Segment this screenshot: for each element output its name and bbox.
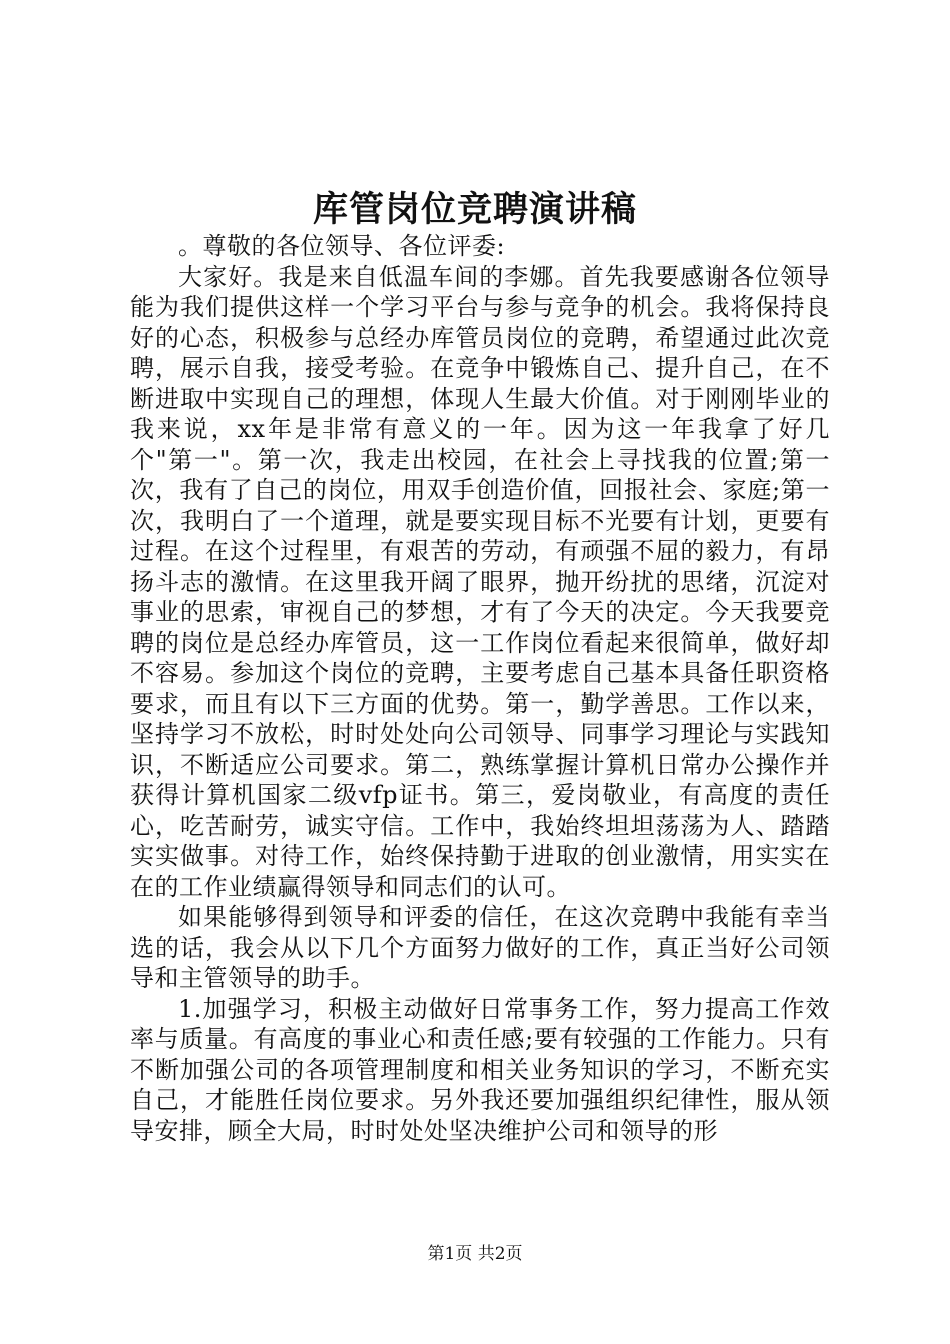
document-title: 库管岗位竞聘演讲稿 xyxy=(312,189,637,230)
body-paragraph: 如果能够得到领导和评委的信任，在这次竞聘中我能有幸当选的话，我会从以下几个方面努力做好的工作，真正当好公司领导和主管领导的助手。 xyxy=(130,903,830,992)
salutation-paragraph: 。尊敬的各位领导、各位评委: xyxy=(178,232,506,260)
body-paragraph: 1.加强学习，积极主动做好日常事务工作，努力提高工作效率与质量。有高度的事业心和责任感;要有较强的工作能力。只有不断加强公司的各项管理制度和相关业务知识的学习，不断充实自己，才能胜任岗位要求。另外我还要加强组织纪律性，服从领导安排，顾全大局，时时处处坚决维护公司和领导的形 xyxy=(130,994,830,1145)
body-paragraph: 大家好。我是来自低温车间的李娜。首先我要感谢各位领导能为我们提供这样一个学习平台与参与竞争的机会。我将保持良好的心态，积极参与总经办库管员岗位的竞聘，希望通过此次竞聘，展示自我，接受考验。在竞争中锻炼自己、提升自己，在不断进取中实现自己的理想，体现人生最大价值。对于刚刚毕业的我来说，xx年是非常有意义的一年。因为这一年我拿了好几个"第一"。第一次，我走出校园，在社会上寻找我的位置;第一次，我有了自己的岗位，用双手创造价值，回报社会、家庭;第一次，我明白了一个道理，就是要实现目标不光要有计划，更要有过程。在这个过程里，有艰苦的劳动，有顽强不屈的毅力，有昂扬斗志的激情。在这里我开阔了眼界，抛开纷扰的思绪，沉淀对事业的思索，审视自己的梦想，才有了今天的决定。今天我要竞聘的岗位是总经办库管员，这一工作岗位看起来很简单，做好却不容易。参加这个岗位的竞聘，主要考虑自己基本具备任职资格要求，而且有以下三方面的优势。第一，勤学善思。工作以来，坚持学习不放松，时时处处向公司领导、同事学习理论与实践知识，不断适应公司要求。第二，熟练掌握计算机日常办公操作并获得计算机国家二级vfp证书。第三，爱岗敬业，有高度的责任心，吃苦耐劳，诚实守信。工作中，我始终坦坦荡荡为人、踏踏实实做事。对待工作，始终保持勤于进取的创业激情，用实实在在的工作业绩赢得领导和同志们的认可。 xyxy=(130,262,830,901)
document-body xyxy=(130,231,830,1146)
page-number-footer: 第1页 共2页 xyxy=(427,1244,523,1264)
